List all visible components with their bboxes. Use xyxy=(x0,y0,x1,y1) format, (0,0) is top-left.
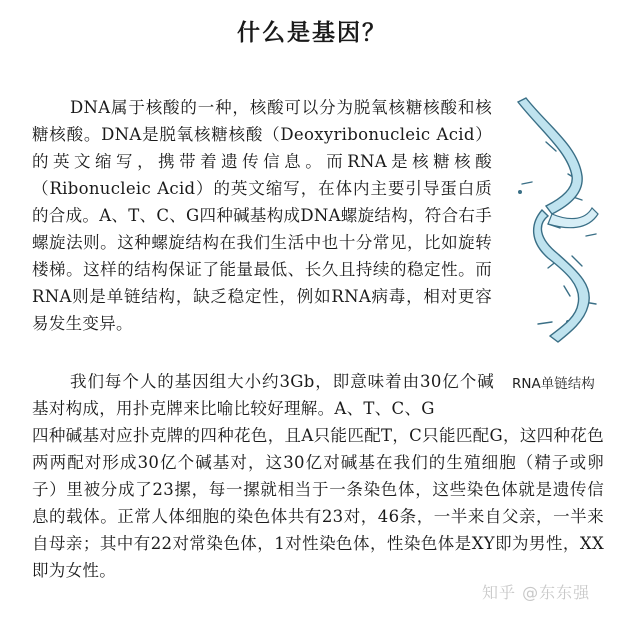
rna-helix-icon xyxy=(508,96,608,346)
paragraph-dna-rna: DNA属于核酸的一种，核酸可以分为脱氧核糖核酸和核糖核酸。DNA是脱氧核糖核酸（Deoxyribonucleic Acid）的英文缩写，携带着遗传信息。而RNA是核糖核酸（Ribonucleic Acid）的英文缩写，在体内主要引导蛋白质的合成。A、T、C、G四种碱基构成DNA螺旋结构，符合右手螺旋法则。这种螺旋结构在我们生活中也十分常见，比如旋转楼梯。这样的结构保证了能量最低、长久且持续的稳定性。而RNA则是单链结构，缺乏稳定性，例如RNA病毒，相对更容易发生变异。 xyxy=(32,98,493,333)
rna-helix-illustration xyxy=(508,96,608,346)
paragraph-genome-body: 四种碱基对应扑克牌的四种花色，且A只能匹配T，C只能匹配G，这四种花色两两配对形成30亿个碱基对，这30亿对碱基在我们的生殖细胞（精子或卵子）里被分成了23摞，每一摞就相当于一条染色体，这些染色体就是遗传信息的载体。正常人体细胞的染色体共有23对，46条，一半来自父亲，一半来自母亲；其中有22对常染色体，1对性染色体，性染色体是XY即为男性，XX即为女性。 xyxy=(32,426,604,580)
page-title: 什么是基因？ xyxy=(237,19,387,46)
watermark: 知乎 @东东强 xyxy=(482,583,591,602)
figure-caption: RNA单链结构 xyxy=(512,376,595,392)
paragraph-genome-intro: 我们每个人的基因组大小约3Gb，即意味着由30亿个碱基对构成，用扑克牌来比喻比较好理解。A、T、C、G xyxy=(32,372,494,418)
